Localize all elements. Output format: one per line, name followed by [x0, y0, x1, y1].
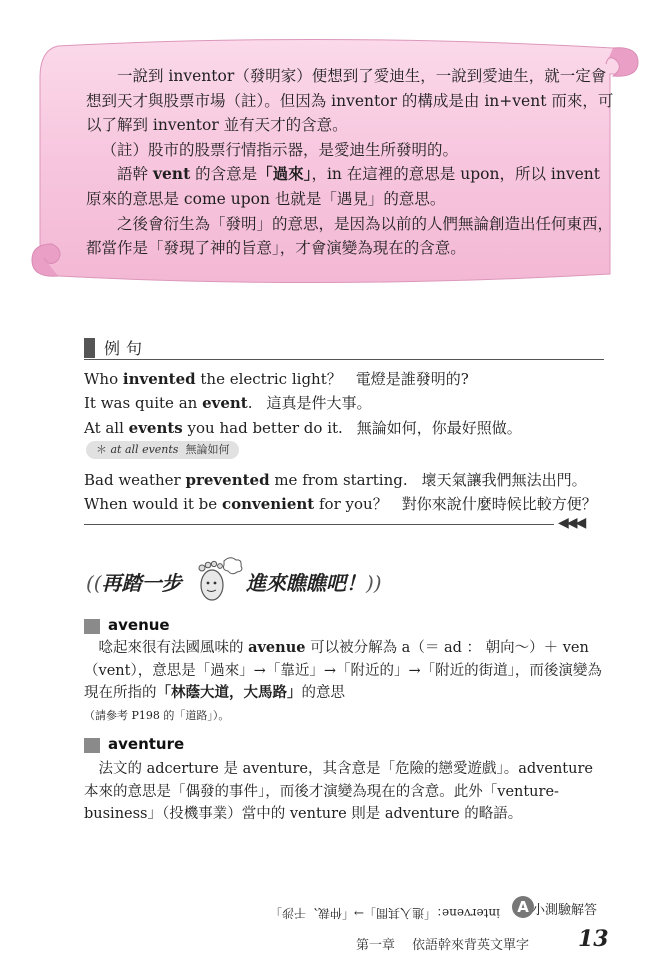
footprint-icon: [192, 555, 244, 605]
intro-paragraph-3: 之後會衍生為「發明」的意思，是因為以前的人們無論創造出任何東西，都當作是「發現了神的旨意」，才會演變為現在的含意。: [86, 214, 614, 258]
entry-word: aventure: [108, 735, 185, 753]
footer-chapter: 第一章: [356, 938, 396, 953]
entry-bar: [84, 738, 100, 753]
quiz-answer-label: 小測驗解答: [532, 903, 598, 918]
quiz-answer-upside-down: intervene：「進入其間」→「仲裁、干涉」: [270, 906, 500, 920]
page-number: 13: [578, 926, 609, 952]
entry-reference: （請參考 P198 的「道路」）。: [84, 708, 230, 722]
examples-title: 例句: [104, 339, 149, 358]
example-line: Who invented the electric light？ 電燈是誰發明的?: [84, 370, 469, 388]
triangle-arrows-icon: ◀◀◀: [558, 515, 585, 531]
entry-body-avenue: 唸起來很有法國風味的 avenue 可以被分解為 a（＝ ad ： 朝向～）＋ ven（vent），意思是「過來」→「靠近」→「附近的」→「附近的街道」，而後演變為現在所指的「林蔭大道，大馬路」的意思 （請參考 P198 的「道路」）。: [84, 637, 602, 727]
examples-header-bar: [84, 338, 95, 358]
phrase-note-tag: ＊ at all events 無論如何: [86, 441, 239, 459]
example-line: When would it be convenient for you？ 對你來說什麼時候比較方便？: [84, 495, 597, 513]
entry-word: avenue: [108, 616, 170, 634]
footer-title: 依語幹來背英文單字: [412, 938, 530, 953]
examples-end-rule: [84, 524, 554, 525]
intro-text: [86, 64, 618, 261]
example-line: Bad weather prevented me from starting. 壞天氣讓我們無法出門。: [84, 471, 587, 489]
example-line: At all events you had better do it. 無論如何，你最好照做。: [84, 419, 522, 437]
intro-note: （註）股市的股票行情指示器，是愛迪生所發明的。: [101, 140, 459, 159]
example-line: It was quite an event. 這真是件大事。: [84, 394, 372, 412]
quiz-answer-badge: A: [512, 896, 534, 918]
intro-paragraph-1: 一說到 inventor（發明家）便想到了愛迪生，一說到愛迪生，就一定會想到天才與股票市場（註）。但因為 inventor 的構成是由 in+vent 而來，可以了解到 inventor 並有天才的含意。: [86, 67, 614, 135]
intro-paragraph-2: 語幹 vent 的含意是「過來」，in 在這裡的意思是 upon，所以 invent 原來的意思是 come upon 也就是「遇見」的意思。: [86, 164, 600, 208]
entry-body-aventure: 法文的 adcerture 是 aventure，其含意是「危險的戀愛遊戲」。adventure 本來的意思是「偶發的事件」，而後才演變為現在的含意。此外「venture-business」（投機事業）當中的 venture 則是 adventure 的略語。: [84, 761, 593, 822]
step-further-heading: [80, 555, 420, 605]
entry-bar: [84, 619, 100, 634]
intro-scroll: [28, 38, 642, 300]
step-heading-left: ((再踏一步: [86, 571, 182, 595]
step-heading-right: 進來瞧瞧吧！)): [246, 571, 382, 595]
examples-header: [84, 336, 604, 360]
